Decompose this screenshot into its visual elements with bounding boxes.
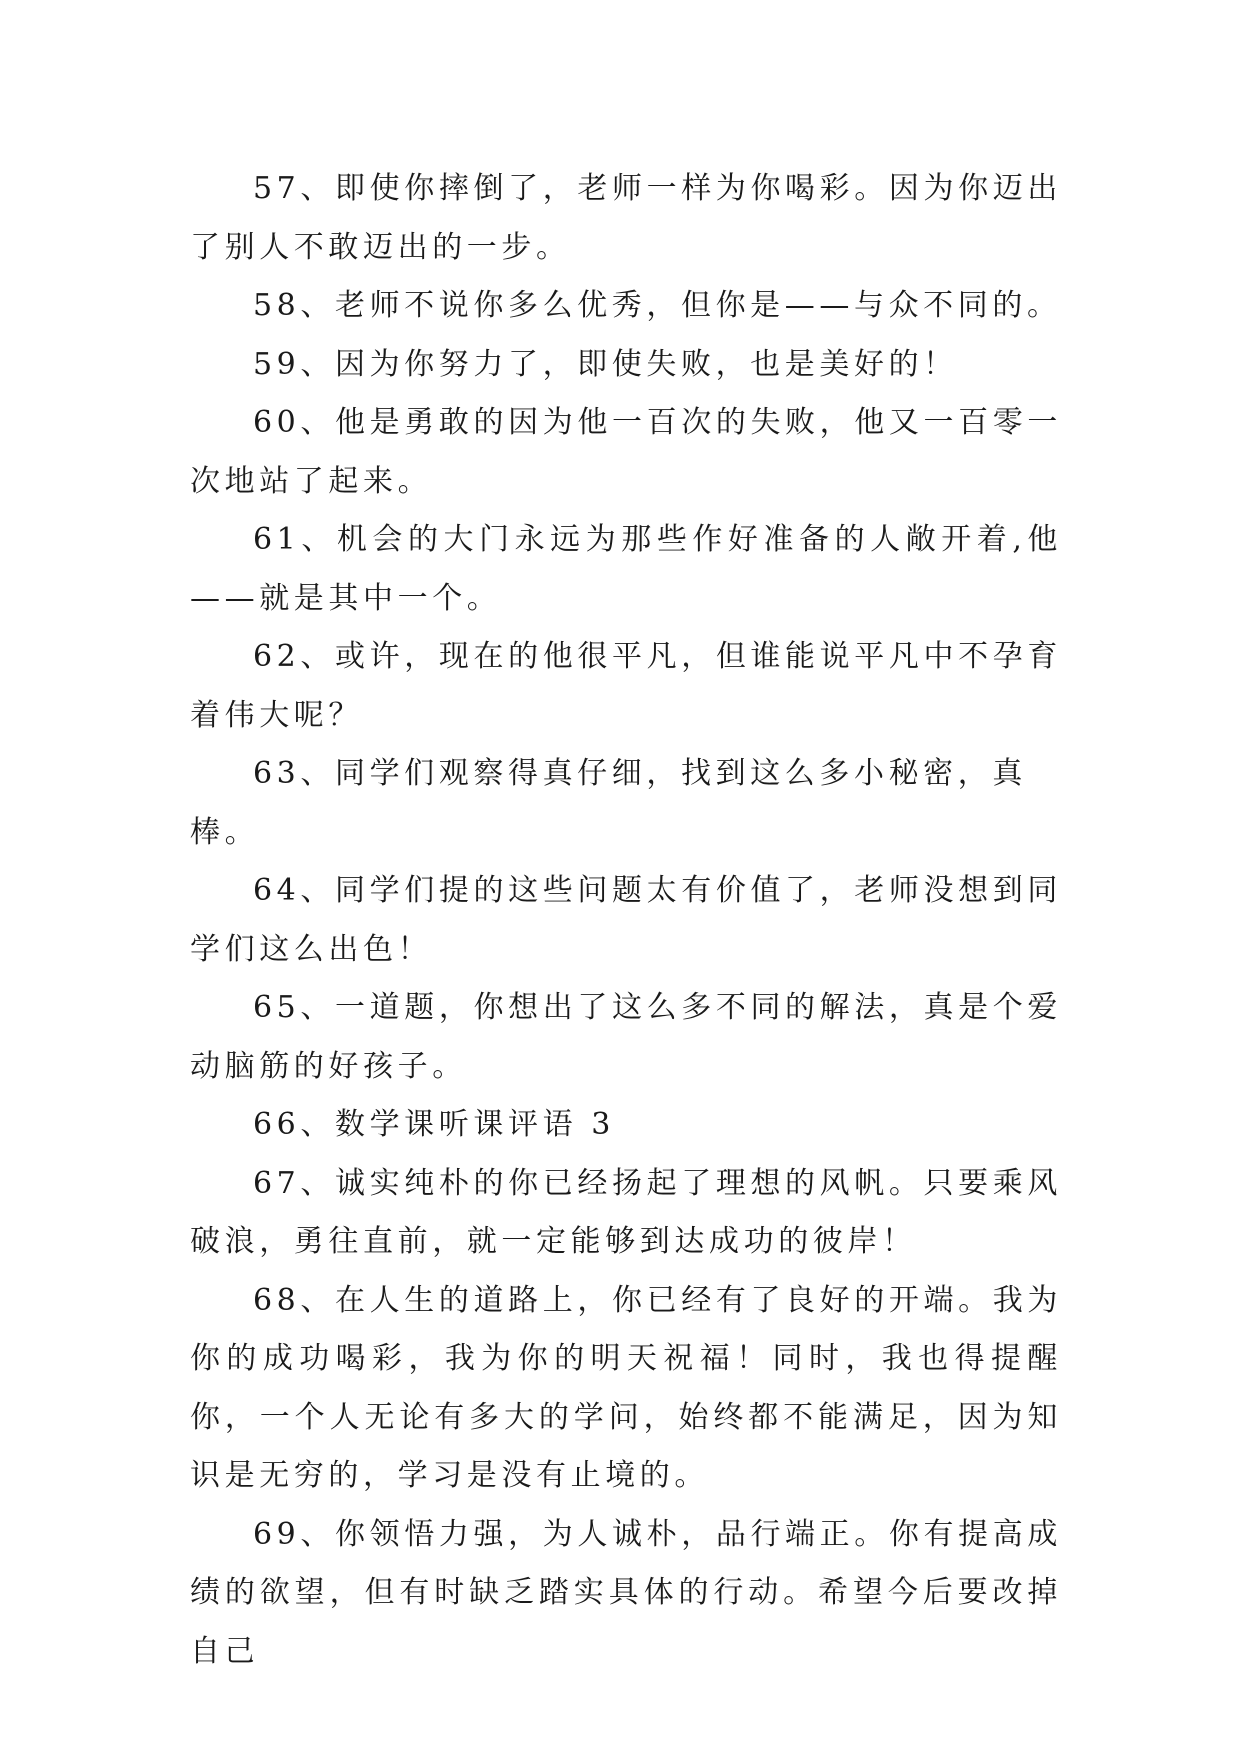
paragraph-59: 59、因为你努力了，即使失败，也是美好的！ xyxy=(253,346,958,382)
paragraph-67: 67、诚实纯朴的你已经扬起了理想的风帆。只要乘风破浪，勇往直前，就一定能够到达成功的彼岸！ xyxy=(190,1165,1062,1259)
paragraph-60: 60、他是勇敢的因为他一百次的失败，他又一百零一次地站了起来。 xyxy=(190,405,1062,499)
paragraph-62: 62、或许，现在的他很平凡，但谁能说平凡中不孕育着伟大呢？ xyxy=(190,639,1062,733)
paragraph-58: 58、老师不说你多么优秀，但你是——与众不同的。 xyxy=(253,288,1062,323)
paragraph-64: 64、同学们提的这些问题太有价值了，老师没想到同学们这么出色！ xyxy=(190,873,1062,967)
paragraph-69: 69、你领悟力强，为人诚朴，品行端正。你有提高成绩的欲望，但有时缺乏踏实具体的行动。希望今后要改掉自己 xyxy=(190,1516,1062,1669)
paragraph-57: 57、即使你摔倒了，老师一样为你喝彩。因为你迈出了别人不敢迈出的一步。 xyxy=(190,171,1062,265)
document-body xyxy=(190,160,1062,1681)
paragraph-61: 61、机会的大门永远为那些作好准备的人敞开着,他——就是其中一个。 xyxy=(190,522,1062,616)
paragraph-68: 68、在人生的道路上，你已经有了良好的开端。我为你的成功喝彩，我为你的明天祝福！同时，我也得提醒你，一个人无论有多大的学问，始终都不能满足，因为知识是无穷的，学习是没有止境的。 xyxy=(190,1282,1062,1493)
paragraph-65: 65、一道题，你想出了这么多不同的解法，真是个爱动脑筋的好孩子。 xyxy=(190,990,1062,1084)
paragraph-63: 63、同学们观察得真仔细，找到这么多小秘密，真棒。 xyxy=(190,756,1027,850)
paragraph-66: 66、数学课听课评语 3 xyxy=(253,1107,615,1142)
